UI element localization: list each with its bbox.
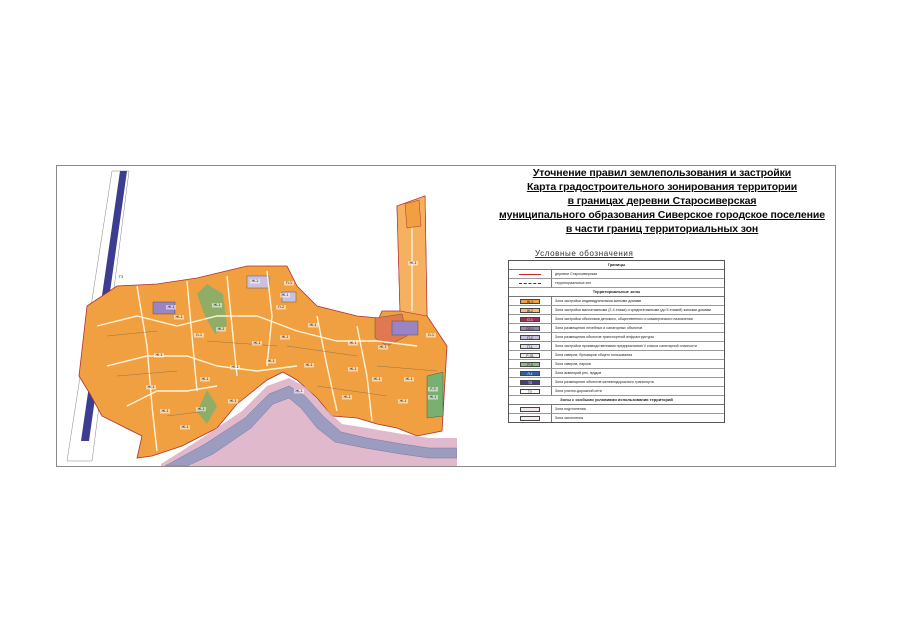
legend-row: [509, 360, 724, 369]
legend-symbol: [509, 315, 552, 323]
legend-symbol: [509, 387, 552, 395]
legend-symbol: [509, 306, 552, 314]
legend-row: [509, 378, 724, 387]
zone-code-label: Р-3: [430, 387, 436, 391]
legend-label: Зона застройки объектами делового, общественного и коммерческого назначения: [555, 317, 693, 321]
legend-symbol: [509, 279, 552, 287]
legend-symbol: [509, 414, 552, 422]
legend-swatch: Ж-1: [520, 299, 540, 304]
legend-swatch: Р-Л1: [520, 353, 540, 358]
zone-code-label: Ж-1: [155, 353, 163, 357]
legend-row: [509, 369, 724, 378]
zone-oz1-east: [392, 321, 418, 335]
legend-row: [509, 351, 724, 360]
legend-swatch: ТЗ: [520, 380, 540, 385]
title-line-5: в части границ территориальных зон: [565, 223, 759, 235]
legend-symbol: [509, 342, 552, 350]
legend-swatch: [520, 407, 540, 412]
legend-label: Зона скверов, бульваров общего пользования: [555, 353, 633, 357]
zone-code-label: Ж-1: [197, 407, 205, 411]
legend-symbol: [509, 297, 552, 305]
legend-section-title: Границы: [509, 261, 724, 270]
legend-symbol: [509, 369, 552, 377]
title-line-4: муниципального образования Сиверское городское поселение: [499, 209, 825, 221]
zone-code-label: Ж-1: [167, 305, 175, 309]
legend-swatch: Л-1: [520, 371, 540, 376]
zone-code-label: Ж-2: [251, 279, 259, 283]
zone-code-label: Ж-1: [217, 327, 225, 331]
legend-section-title: Зоны с особыми условиями использования территорий: [509, 396, 724, 405]
zone-code-label: Ж-1: [429, 395, 437, 399]
zone-code-label: Ж-1: [267, 359, 275, 363]
zone-code-label: Ж-1: [399, 399, 407, 403]
zone-code-label: Ж-1: [175, 315, 183, 319]
zone-code-label: Ж-1: [373, 377, 381, 381]
legend-symbol: [509, 360, 552, 368]
legend-line-symbol: [519, 274, 541, 275]
zone-code-label: Ж-1: [147, 385, 155, 389]
zone-code-label: П-1: [285, 281, 293, 285]
legend-symbol: [509, 405, 552, 413]
legend-table: [508, 260, 725, 423]
legend-swatch: П-1: [520, 344, 540, 349]
legend-label: Зона размещения объектов транспортной инфраструктуры: [555, 335, 655, 339]
zone-code-label: Ж-1: [181, 425, 189, 429]
title-line-3: в границах деревни Старосиверская: [567, 195, 757, 207]
legend-symbol: [509, 351, 552, 359]
zone-code-label: Ж-1: [295, 389, 303, 393]
legend-label: Зона застройки производственными предприятиями V класса санитарной опасности: [555, 344, 697, 348]
zone-code-label: Ж-1: [379, 345, 387, 349]
north-plot: [405, 200, 421, 228]
title-line-1: Уточнение правил землепользования и застройки: [532, 167, 792, 179]
legend-row: [509, 387, 724, 396]
legend-swatch: ТУ: [520, 389, 540, 394]
legend-swatch: Ж-2: [520, 308, 540, 313]
map-title: [497, 166, 827, 236]
zone-code-label: Ж-1: [405, 377, 413, 381]
zone-code-label: Ж-1: [343, 395, 351, 399]
legend-row: [509, 315, 724, 324]
zone-code-label: О-1: [195, 333, 203, 337]
legend-label: Зона размещения лечебных и санаторных объектов: [555, 326, 643, 330]
zone-code-label: Ж-1: [349, 367, 357, 371]
zone-code-label: Ж-1: [213, 303, 221, 307]
legend-swatch: О-1: [520, 317, 540, 322]
zoning-map: [57, 166, 457, 466]
legend-swatch: ОЗ-1: [520, 326, 540, 331]
legend-swatch: Р-3: [520, 362, 540, 367]
legend-swatch: [520, 416, 540, 421]
zone-code-label: Ж-1: [229, 399, 237, 403]
zoning-map-canvas: [57, 166, 457, 466]
legend-row: [509, 342, 724, 351]
legend-label: Зона акваторий рек, прудов: [555, 371, 602, 375]
legend-swatch: П-2: [520, 335, 540, 340]
zone-code-label: О-1: [427, 333, 435, 337]
legend-row: [509, 333, 724, 342]
legend-label: Зона застройки индивидуальными жилыми домами: [555, 299, 642, 303]
legend-row: [509, 297, 724, 306]
zone-code-label: Ж-1: [201, 377, 209, 381]
zone-code-label: Ж-1: [161, 409, 169, 413]
legend-row: [509, 306, 724, 315]
title-line-2: Карта градостроительного зонирования территории: [526, 181, 798, 193]
legend-label: Зона затопления: [555, 416, 584, 420]
legend-label: деревни Старосиверская: [555, 272, 598, 276]
map-sheet: [56, 165, 836, 467]
zone-code-label: П-2: [277, 305, 285, 309]
legend-heading: Условные обозначения: [535, 249, 634, 258]
legend-section-title: Территориальные зоны: [509, 288, 724, 297]
legend-label: Зона застройки малоэтажными (2-4 этажа) и среднеэтажными (до 5 этажей) жилыми домами: [555, 308, 712, 312]
legend-row: [509, 414, 724, 422]
legend-label: Зона скверов, парков: [555, 362, 591, 366]
legend-label: Зона размещения объектов железнодорожного транспорта: [555, 380, 654, 384]
legend-row: [509, 270, 724, 279]
zone-code-label: ТЗ: [118, 275, 124, 279]
legend-row: [509, 405, 724, 414]
legend-line-symbol: [519, 283, 541, 284]
legend-symbol: [509, 333, 552, 341]
zone-code-label: Ж-1: [409, 261, 417, 265]
legend-symbol: [509, 378, 552, 386]
zone-code-label: Ж-1: [309, 323, 317, 327]
zone-code-label: Ж-1: [231, 365, 239, 369]
zone-code-label: Ж-1: [305, 363, 313, 367]
legend-label: территориальных зон: [555, 281, 592, 285]
legend-symbol: [509, 270, 552, 278]
zone-code-label: Ж-1: [281, 335, 289, 339]
legend-row: [509, 324, 724, 333]
zone-code-label: Ж-1: [281, 293, 289, 297]
legend-label: Зона улично-дорожной сети: [555, 389, 602, 393]
zone-code-label: Ж-1: [349, 341, 357, 345]
zone-code-label: Ж-1: [253, 341, 261, 345]
legend-row: [509, 279, 724, 288]
legend-symbol: [509, 324, 552, 332]
legend-label: Зона подтопления: [555, 407, 586, 411]
